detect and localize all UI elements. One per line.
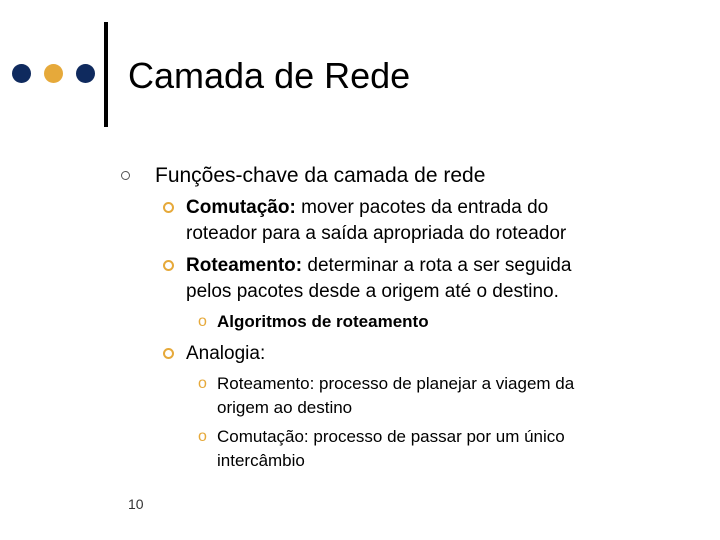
comutacao-text: mover pacotes da entrada do — [295, 197, 549, 218]
o-bullet-icon: o — [198, 313, 207, 330]
bullet-analogia-comutacao-line1: Comutação: processo de passar por um único — [217, 427, 565, 446]
roteamento-term: Roteamento: — [186, 255, 303, 276]
bullet-analogia-roteamento-line1: Roteamento: processo de planejar a viagem da — [217, 374, 575, 393]
bullet-analogia-roteamento-line2: origem ao destino — [217, 398, 353, 417]
page-title: Camada de Rede — [128, 55, 411, 96]
bullet-algoritmos: Algoritmos de roteamento — [217, 312, 429, 331]
hollow-circle-bullet-icon — [163, 260, 174, 271]
bullet-key-functions: Funções-chave da camada de rede — [155, 164, 486, 187]
title-divider — [104, 22, 108, 127]
roteamento-text: determinar a rota a ser seguida — [302, 255, 572, 276]
bullet-roteamento-line1 — [186, 253, 571, 278]
bullet-comutacao-line1 — [186, 195, 548, 220]
bullet-analogia-comutacao-line2: intercâmbio — [217, 451, 305, 470]
navy-dot-icon — [76, 64, 95, 83]
comutacao-term: Comutação: — [186, 197, 296, 218]
hollow-circle-bullet-icon — [163, 202, 174, 213]
bullet-roteamento-line2: pelos pacotes desde a origem até o destino. — [186, 281, 559, 302]
hollow-circle-bullet-icon — [163, 348, 174, 359]
o-bullet-icon: o — [198, 428, 207, 445]
hollow-circle-bullet-icon — [121, 171, 130, 180]
o-bullet-icon: o — [198, 375, 207, 392]
decorative-dots — [12, 64, 96, 84]
bullet-comutacao-line2: roteador para a saída apropriada do roteador — [186, 223, 567, 244]
gold-dot-icon — [44, 64, 63, 83]
bullet-analogia: Analogia: — [186, 343, 266, 364]
page-number: 10 — [128, 496, 144, 512]
navy-dot-icon — [12, 64, 31, 83]
